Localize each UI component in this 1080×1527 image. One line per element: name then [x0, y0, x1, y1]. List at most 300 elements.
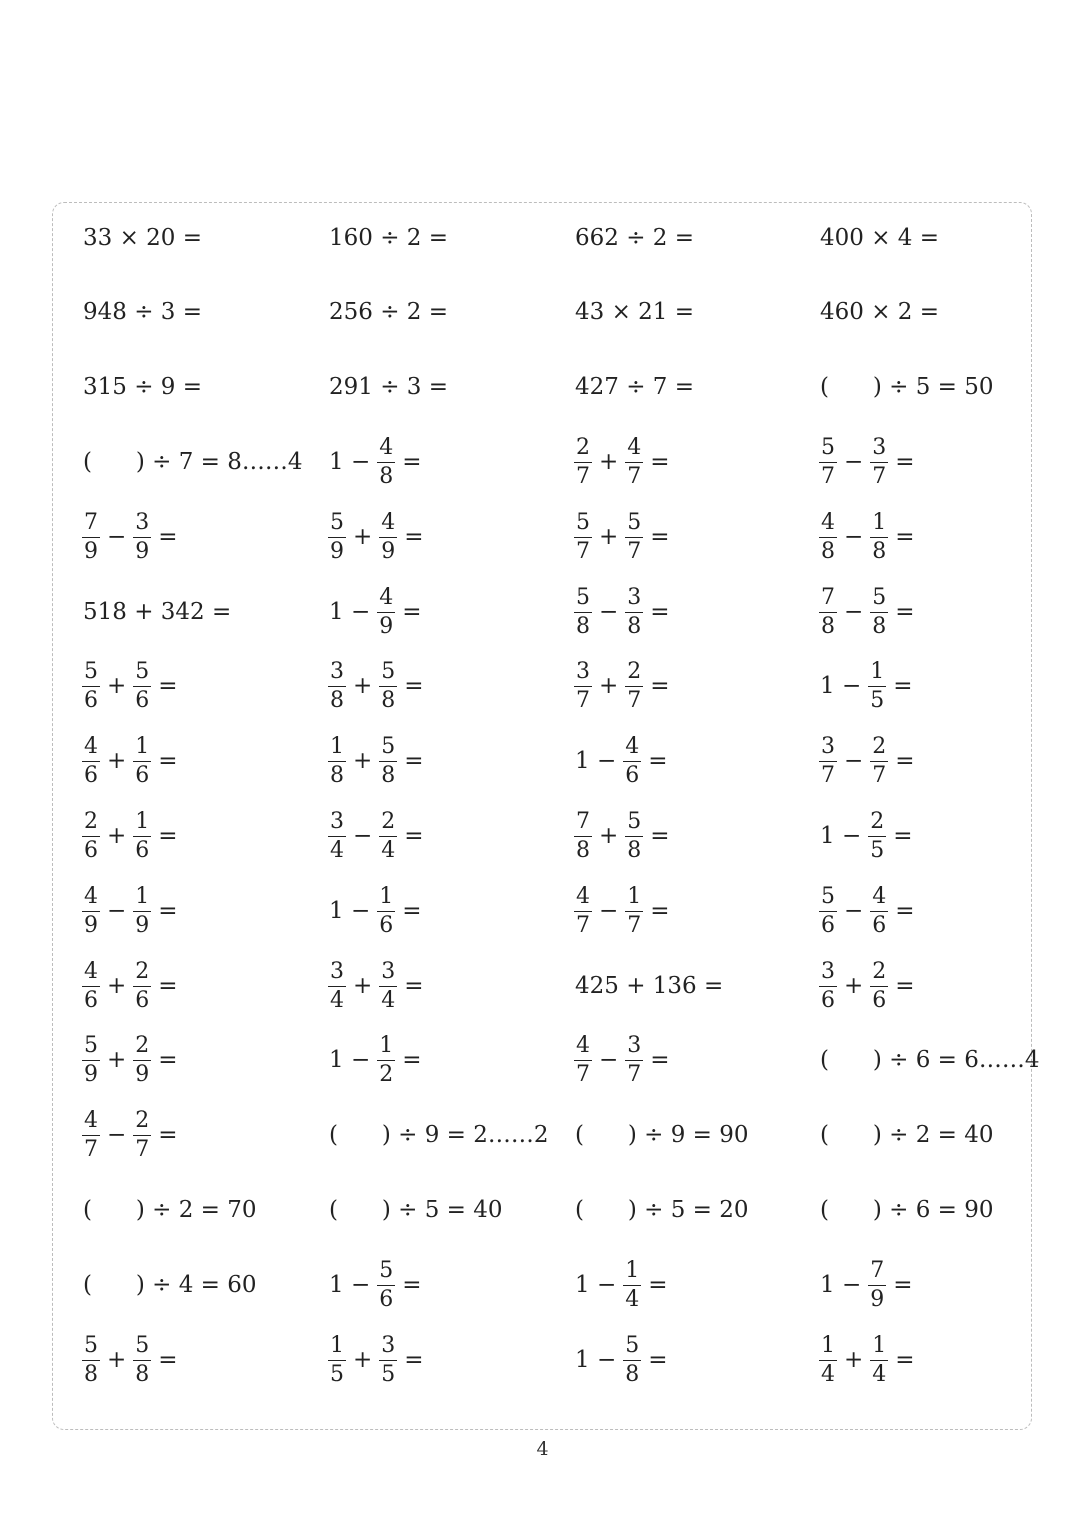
denominator: 7	[627, 912, 642, 938]
problem	[816, 427, 919, 497]
expression-text: 1 −	[329, 1271, 371, 1298]
expression-text: ( ) ÷ 2 = 40	[820, 1122, 994, 1149]
expression-text: 1 −	[820, 1271, 862, 1298]
expression-text: =	[404, 972, 424, 999]
denominator: 8	[821, 538, 835, 564]
numerator: 4	[379, 584, 394, 610]
fraction	[819, 584, 837, 639]
numerator: 7	[84, 509, 98, 535]
fraction	[870, 584, 888, 639]
denominator: 6	[872, 987, 887, 1013]
problem	[816, 1175, 998, 1245]
expression-text: ( ) ÷ 2 = 70	[83, 1196, 257, 1223]
expression-text: +	[353, 523, 373, 550]
fraction	[625, 509, 643, 564]
denominator: 9	[135, 538, 150, 564]
denominator: 5	[870, 837, 885, 863]
numerator: 5	[625, 1332, 640, 1358]
expression-text: =	[158, 673, 178, 700]
denominator: 7	[627, 1062, 642, 1088]
numerator: 4	[821, 509, 835, 535]
problem	[816, 652, 917, 722]
problem	[571, 278, 698, 348]
expression-text: =	[895, 523, 915, 550]
numerator: 3	[821, 734, 835, 760]
problem	[816, 951, 919, 1021]
fraction	[377, 584, 395, 639]
problem	[816, 203, 943, 273]
numerator: 1	[627, 883, 642, 909]
problem	[816, 577, 919, 647]
numerator: 4	[576, 1033, 590, 1059]
expression-text: =	[158, 1346, 178, 1373]
fraction	[574, 883, 592, 938]
expression-text: =	[404, 1346, 424, 1373]
fraction	[574, 1035, 592, 1086]
denominator: 6	[135, 837, 150, 863]
numerator: 3	[627, 584, 642, 610]
fraction	[82, 509, 100, 564]
denominator: 9	[135, 1062, 150, 1088]
denominator: 7	[627, 688, 642, 714]
expression-text: −	[599, 598, 619, 625]
numerator: 5	[84, 1332, 98, 1358]
denominator: 7	[576, 538, 590, 564]
denominator: 4	[330, 987, 344, 1013]
denominator: 4	[330, 837, 344, 863]
numerator: 3	[576, 659, 590, 685]
fraction	[328, 509, 346, 564]
expression-text: 460 × 2 =	[820, 299, 940, 326]
denominator: 6	[84, 987, 98, 1013]
fraction	[133, 958, 151, 1013]
expression-text: 948 ÷ 3 =	[83, 299, 203, 326]
expression-text: −	[107, 1122, 127, 1149]
expression-text: 1 −	[329, 897, 371, 924]
expression-text: +	[107, 972, 127, 999]
denominator: 6	[379, 1286, 394, 1312]
expression-text: −	[844, 897, 864, 924]
numerator: 5	[135, 1332, 150, 1358]
expression-text: =	[648, 748, 668, 775]
denominator: 6	[379, 912, 394, 938]
expression-text: 315 ÷ 9 =	[83, 374, 203, 401]
expression-text: =	[404, 673, 424, 700]
denominator: 7	[872, 463, 887, 489]
expression-text: +	[353, 972, 373, 999]
fraction	[377, 1257, 395, 1312]
denominator: 4	[381, 987, 396, 1013]
fraction	[623, 1332, 641, 1387]
expression-text: +	[599, 822, 619, 849]
fraction	[623, 736, 641, 787]
problem	[79, 951, 182, 1021]
denominator: 9	[379, 613, 394, 639]
expression-text: ( ) ÷ 6 = 6……4	[820, 1047, 1040, 1074]
problem	[571, 652, 674, 722]
numerator: 1	[379, 1033, 394, 1059]
denominator: 8	[381, 688, 396, 714]
numerator: 4	[381, 509, 396, 535]
numerator: 2	[872, 958, 887, 984]
problem	[79, 353, 206, 423]
fraction	[574, 509, 592, 564]
denominator: 9	[84, 912, 98, 938]
expression-text: =	[158, 897, 178, 924]
expression-text: +	[353, 748, 373, 775]
expression-text: ( ) ÷ 7 = 8……4	[83, 448, 303, 475]
expression-text: +	[844, 972, 864, 999]
expression-text: +	[107, 748, 127, 775]
fraction	[377, 434, 395, 489]
fraction	[819, 883, 837, 938]
expression-text: 1 −	[575, 748, 617, 775]
denominator: 8	[84, 1361, 98, 1387]
problem	[325, 577, 426, 647]
denominator: 8	[872, 538, 887, 564]
expression-text: −	[844, 748, 864, 775]
denominator: 7	[576, 688, 590, 714]
fraction	[574, 584, 592, 639]
denominator: 4	[625, 1286, 640, 1312]
numerator: 5	[627, 808, 642, 834]
numerator: 4	[872, 883, 887, 909]
denominator: 6	[872, 912, 887, 938]
problem	[571, 1026, 674, 1096]
page-number: 4	[536, 1438, 549, 1460]
expression-text: −	[599, 897, 619, 924]
fraction	[133, 883, 151, 938]
numerator: 7	[576, 808, 590, 834]
expression-text: =	[895, 897, 915, 924]
expression-text: −	[844, 598, 864, 625]
fraction	[625, 808, 643, 863]
problem	[79, 278, 206, 348]
fraction	[82, 958, 100, 1013]
expression-text: =	[650, 1047, 670, 1074]
expression-text: 1 −	[329, 598, 371, 625]
numerator: 3	[330, 958, 344, 984]
numerator: 1	[330, 734, 344, 760]
fraction	[82, 661, 100, 712]
denominator: 8	[330, 688, 344, 714]
fraction	[328, 661, 346, 712]
fraction	[379, 958, 397, 1013]
problem	[816, 1250, 917, 1320]
fraction	[819, 958, 837, 1013]
problem	[79, 1026, 182, 1096]
denominator: 9	[84, 538, 98, 564]
fraction	[82, 1110, 100, 1161]
numerator: 5	[576, 584, 590, 610]
problem	[816, 1026, 1044, 1096]
expression-text: 1 −	[820, 822, 862, 849]
fraction	[133, 736, 151, 787]
fraction	[819, 434, 837, 489]
denominator: 7	[872, 763, 887, 789]
expression-text: 1 −	[575, 1346, 617, 1373]
expression-text: 518 + 342 =	[83, 598, 232, 625]
denominator: 6	[625, 763, 640, 789]
numerator: 5	[84, 659, 98, 685]
expression-text: =	[650, 523, 670, 550]
denominator: 8	[135, 1361, 150, 1387]
numerator: 4	[84, 734, 98, 760]
expression-text: =	[404, 748, 424, 775]
numerator: 2	[872, 734, 887, 760]
problem	[816, 727, 919, 797]
fraction	[819, 1332, 837, 1387]
denominator: 7	[821, 463, 835, 489]
fraction	[868, 808, 886, 863]
expression-text: −	[844, 523, 864, 550]
numerator: 5	[379, 1257, 394, 1283]
numerator: 5	[821, 883, 835, 909]
expression-text: 1 −	[575, 1271, 617, 1298]
expression-text: =	[402, 897, 422, 924]
expression-text: =	[893, 673, 913, 700]
fraction	[870, 509, 888, 564]
problem	[325, 1325, 428, 1395]
numerator: 2	[381, 808, 396, 834]
denominator: 6	[84, 763, 98, 789]
problem	[816, 278, 943, 348]
denominator: 6	[84, 688, 98, 714]
numerator: 3	[381, 958, 396, 984]
denominator: 8	[627, 613, 642, 639]
expression-text: =	[895, 598, 915, 625]
denominator: 6	[135, 763, 150, 789]
expression-text: +	[599, 673, 619, 700]
problem	[571, 801, 674, 871]
expression-text: =	[158, 822, 178, 849]
fraction	[82, 883, 100, 938]
expression-text: +	[107, 822, 127, 849]
denominator: 5	[870, 688, 885, 714]
expression-text: 43 × 21 =	[575, 299, 695, 326]
problem	[325, 652, 428, 722]
numerator: 4	[576, 883, 590, 909]
problem	[79, 1325, 182, 1395]
fraction	[379, 808, 397, 863]
expression-text: +	[599, 523, 619, 550]
problem	[325, 353, 452, 423]
fraction	[82, 736, 100, 787]
denominator: 8	[379, 463, 394, 489]
numerator: 5	[381, 734, 396, 760]
expression-text: =	[402, 1271, 422, 1298]
denominator: 7	[627, 463, 642, 489]
expression-text: ( ) ÷ 9 = 90	[575, 1122, 749, 1149]
expression-text: =	[648, 1271, 668, 1298]
problem	[325, 1175, 507, 1245]
denominator: 8	[625, 1361, 640, 1387]
numerator: 4	[84, 1108, 98, 1134]
fraction	[379, 661, 397, 712]
expression-text: =	[893, 822, 913, 849]
denominator: 6	[821, 987, 835, 1013]
denominator: 6	[135, 987, 150, 1013]
denominator: 5	[381, 1361, 396, 1387]
denominator: 8	[872, 613, 887, 639]
numerator: 1	[821, 1332, 835, 1358]
problem	[79, 502, 182, 572]
expression-text: 427 ÷ 7 =	[575, 374, 695, 401]
problem	[79, 727, 182, 797]
expression-text: 662 ÷ 2 =	[575, 224, 695, 251]
expression-text: =	[650, 822, 670, 849]
expression-text: 425 + 136 =	[575, 972, 724, 999]
expression-text: +	[353, 673, 373, 700]
expression-text: −	[107, 897, 127, 924]
numerator: 3	[381, 1332, 396, 1358]
fraction	[328, 1332, 346, 1387]
expression-text: =	[158, 748, 178, 775]
denominator: 7	[135, 1137, 150, 1163]
expression-text: =	[895, 748, 915, 775]
fraction	[133, 1035, 151, 1086]
problem	[571, 1175, 753, 1245]
denominator: 2	[379, 1062, 394, 1088]
fraction	[133, 808, 151, 863]
numerator: 3	[821, 958, 835, 984]
numerator: 5	[330, 509, 344, 535]
problem	[79, 652, 182, 722]
fraction	[328, 736, 346, 787]
fraction	[379, 736, 397, 787]
fraction	[82, 1332, 100, 1387]
problem	[79, 203, 206, 273]
fraction	[377, 883, 395, 938]
numerator: 4	[84, 883, 98, 909]
numerator: 1	[872, 1332, 887, 1358]
problem	[79, 876, 182, 946]
problem	[816, 502, 919, 572]
expression-text: +	[353, 1346, 373, 1373]
denominator: 6	[84, 837, 98, 863]
fraction	[133, 1110, 151, 1161]
problem	[571, 1325, 672, 1395]
denominator: 8	[576, 837, 590, 863]
numerator: 5	[821, 434, 835, 460]
fraction	[819, 509, 837, 564]
numerator: 2	[576, 434, 590, 460]
expression-text: +	[844, 1346, 864, 1373]
numerator: 2	[135, 958, 150, 984]
problem	[325, 203, 452, 273]
fraction	[868, 1257, 886, 1312]
denominator: 7	[576, 463, 590, 489]
fraction	[625, 584, 643, 639]
numerator: 4	[84, 958, 98, 984]
problem	[571, 502, 674, 572]
expression-text: =	[650, 673, 670, 700]
denominator: 8	[821, 613, 835, 639]
fraction	[133, 1332, 151, 1387]
expression-text: ( ) ÷ 5 = 20	[575, 1196, 749, 1223]
problem	[571, 577, 674, 647]
numerator: 1	[135, 883, 150, 909]
denominator: 6	[821, 912, 835, 938]
expression-text: =	[402, 448, 422, 475]
denominator: 4	[821, 1361, 835, 1387]
expression-text: =	[650, 598, 670, 625]
expression-text: ( ) ÷ 5 = 40	[329, 1196, 503, 1223]
problem	[79, 1175, 261, 1245]
expression-text: −	[844, 448, 864, 475]
numerator: 7	[870, 1257, 885, 1283]
denominator: 7	[627, 538, 642, 564]
numerator: 4	[627, 434, 642, 460]
problem	[325, 1250, 426, 1320]
problem	[325, 427, 426, 497]
expression-text: =	[648, 1346, 668, 1373]
denominator: 4	[381, 837, 396, 863]
problem	[325, 727, 428, 797]
fraction	[625, 1035, 643, 1086]
fraction	[625, 661, 643, 712]
denominator: 8	[381, 763, 396, 789]
fraction	[133, 509, 151, 564]
denominator: 8	[627, 837, 642, 863]
numerator: 3	[872, 434, 887, 460]
expression-text: +	[599, 448, 619, 475]
expression-text: =	[895, 448, 915, 475]
problem	[79, 1250, 261, 1320]
denominator: 5	[330, 1361, 344, 1387]
denominator: 9	[135, 912, 150, 938]
expression-text: =	[158, 523, 178, 550]
numerator: 5	[627, 509, 642, 535]
problem	[325, 278, 452, 348]
fraction	[870, 736, 888, 787]
numerator: 2	[84, 808, 98, 834]
denominator: 7	[84, 1137, 98, 1163]
expression-text: ( ) ÷ 9 = 2……2	[329, 1122, 549, 1149]
expression-text: ( ) ÷ 5 = 50	[820, 374, 994, 401]
fraction	[328, 958, 346, 1013]
numerator: 4	[625, 734, 640, 760]
numerator: 2	[135, 1108, 150, 1134]
numerator: 5	[381, 659, 396, 685]
fraction	[574, 434, 592, 489]
expression-text: 1 −	[329, 1047, 371, 1074]
fraction	[870, 883, 888, 938]
fraction	[377, 1035, 395, 1086]
fraction	[82, 808, 100, 863]
numerator: 1	[135, 734, 150, 760]
numerator: 3	[627, 1033, 642, 1059]
denominator: 7	[576, 912, 590, 938]
expression-text: =	[650, 897, 670, 924]
numerator: 2	[135, 1033, 150, 1059]
expression-text: +	[107, 1346, 127, 1373]
fraction	[379, 509, 397, 564]
numerator: 1	[625, 1257, 640, 1283]
problem	[79, 801, 182, 871]
expression-text: =	[402, 598, 422, 625]
problem	[325, 951, 428, 1021]
expression-text: =	[404, 523, 424, 550]
problem	[571, 727, 672, 797]
expression-text: +	[107, 673, 127, 700]
expression-text: 400 × 4 =	[820, 224, 940, 251]
expression-text: =	[404, 822, 424, 849]
expression-text: −	[353, 822, 373, 849]
expression-text: 1 −	[820, 673, 862, 700]
expression-text: =	[650, 448, 670, 475]
numerator: 1	[870, 659, 885, 685]
